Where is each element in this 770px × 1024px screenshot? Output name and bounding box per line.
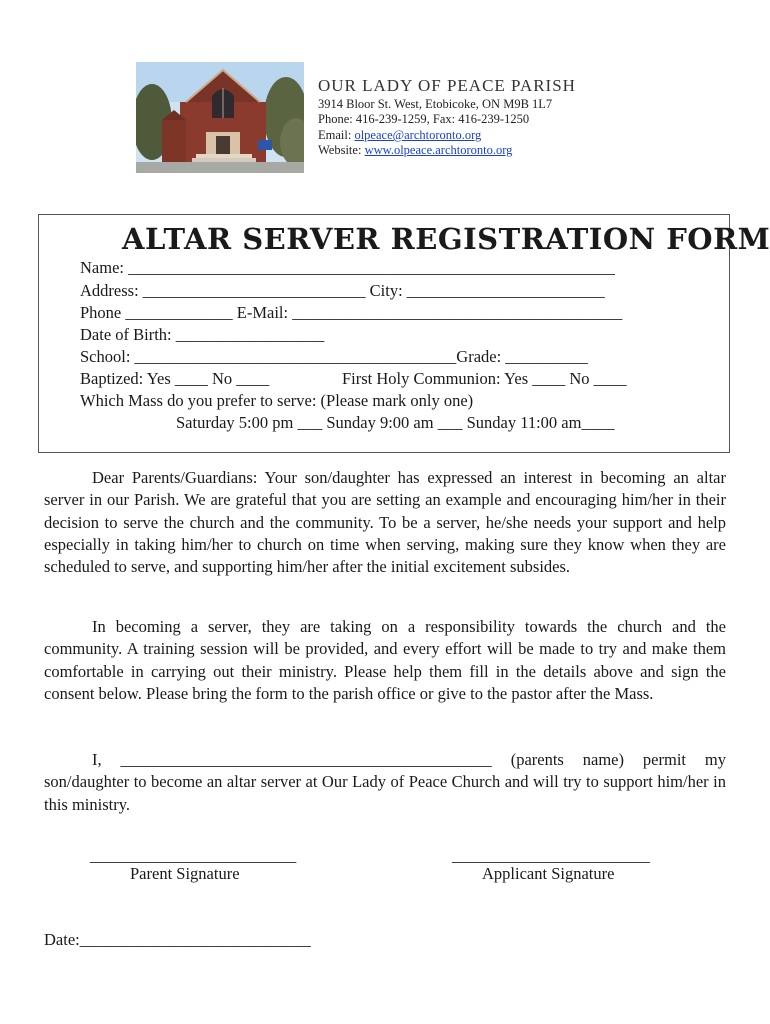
website-label: Website: — [318, 143, 365, 157]
applicant-signature-label: Applicant Signature — [482, 864, 615, 883]
date-field[interactable]: Date:____________________________ — [44, 930, 311, 949]
phone-email-field[interactable]: Phone _____________ E-Mail: ________________________________________ — [80, 303, 623, 322]
paragraph-2-text: In becoming a server, they are taking on a responsibility towards the church and the community. A training session will be provided, and every effort will be made to try and make them comfortable in carrying out their ministry. Please help them fill in the details above and sign the consent below. Please bring the form to the parish office or give to the pastor after the Mass. — [44, 617, 726, 703]
parish-website — [318, 143, 512, 158]
email-link[interactable]: olpeace@archtoronto.org — [354, 128, 482, 142]
date-of-birth-field[interactable]: Date of Birth: __________________ — [80, 325, 325, 344]
letter-paragraph-3 — [44, 749, 726, 816]
mass-options-field[interactable]: Saturday 5:00 pm ___ Sunday 9:00 am ___ Sunday 11:00 am____ — [176, 413, 615, 432]
church-photo — [136, 62, 304, 173]
parent-signature-line[interactable]: _________________________ — [90, 846, 297, 865]
parish-name: OUR LADY OF PEACE PARISH — [318, 76, 576, 95]
mass-question: Which Mass do you prefer to serve: (Please mark only one) — [80, 391, 474, 410]
parish-phone-fax: Phone: 416-239-1259, Fax: 416-239-1250 — [318, 112, 530, 126]
letter-paragraph-2 — [44, 616, 726, 705]
parent-signature-label: Parent Signature — [130, 864, 240, 883]
name-field[interactable]: Name: ___________________________________________________________ — [80, 258, 615, 277]
school-grade-field[interactable]: School: _______________________________________Grade: __________ — [80, 347, 588, 366]
address-city-field[interactable]: Address: ___________________________ City: ________________________ — [80, 281, 605, 300]
paragraph-1-text: Dear Parents/Guardians: Your son/daughter has expressed an interest in becoming an altar server in our Parish. We are grateful that you are setting an example and encouraging him/her in their decision to serve the church and the community. To be a server, he/she needs your support and help especially in taking him/her to church on time when serving, making sure they know when they are scheduled to serve, and supporting him/her after the initial excitement subsides. — [44, 468, 726, 577]
parish-address: 3914 Bloor St. West, Etobicoke, ON M9B 1L7 — [318, 97, 553, 111]
parish-email — [318, 128, 481, 143]
email-label: Email: — [318, 128, 355, 142]
applicant-signature-line[interactable]: ________________________ — [452, 846, 650, 865]
paragraph-3-text[interactable]: I, _____________________________________________ (parents name) permit my son/daughter to become an altar server at Our Lady of Peace Church and will try to support him/her in this ministry. — [44, 750, 726, 814]
letter-paragraph-1 — [44, 467, 726, 578]
form-title: ALTAR SERVER REGISTRATION FORM — [122, 222, 770, 256]
baptized-field[interactable]: Baptized: Yes ____ No ____ — [80, 369, 270, 388]
first-communion-field[interactable]: First Holy Communion: Yes ____ No ____ — [342, 369, 627, 388]
website-link[interactable]: www.olpeace.archtoronto.org — [364, 143, 513, 157]
